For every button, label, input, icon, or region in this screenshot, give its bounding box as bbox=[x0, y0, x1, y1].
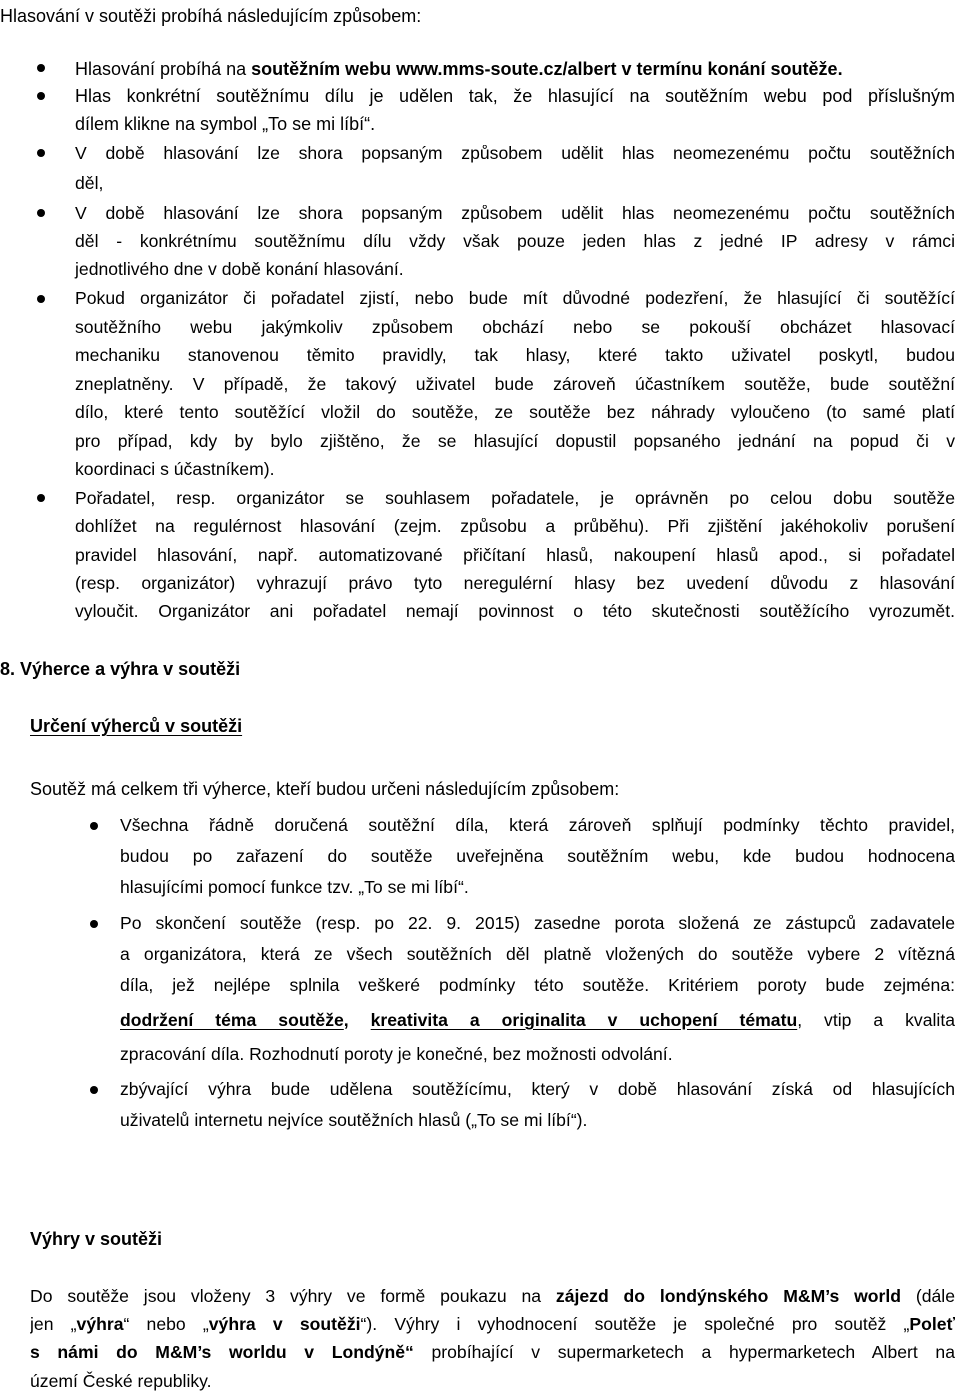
voting-rule-5-line-5: dílo, které tento soutěžící vložil do soutěže, ze soutěže bez náhrady vyloučeno (to samé platí bbox=[75, 404, 955, 422]
voting-rule-5-line-3: mechaniku stanovenou těmito pravidly, tak hlasy, které takto uživatel poskytl, budou bbox=[75, 347, 955, 365]
bullet-icon bbox=[37, 149, 45, 157]
prize-trip: zájezd do londýnského M&M’s world bbox=[555, 1288, 902, 1306]
winner-rule-2-line-2: a organizátora, která ze všech soutěžních děl platně vložených do soutěže vybere 2 vítězná bbox=[120, 946, 955, 964]
section-8-heading bbox=[0, 660, 240, 678]
voting-rule-6-line-1: Pořadatel, resp. organizátor se souhlasem pořadatele, je oprávněn po celou dobu soutěže bbox=[75, 490, 955, 508]
winner-rule-2-line-3: díla, jež nejlépe splnila veškeré podmínky této soutěže. Kritériem poroty bude zejména: bbox=[120, 977, 955, 995]
voting-rule-2-line-2: dílem klikne na symbol „To se mi líbí“. bbox=[75, 114, 376, 134]
prizes-text: jen „ bbox=[30, 1316, 77, 1334]
voting-rule-5-line-2: soutěžního webu jakýmkoliv způsobem obchází nebo se pokouší obcházet hlasovací bbox=[75, 319, 955, 337]
prizes-heading-text: Výhry v soutěži bbox=[30, 1229, 163, 1249]
prizes-text: (dále bbox=[901, 1288, 955, 1306]
bullet-icon bbox=[37, 209, 45, 217]
winner-rule-2-line-1: Po skončení soutěže (resp. po 22. 9. 2015) zasedne porota složená ze zástupců zadavatele bbox=[120, 915, 955, 933]
voting-rule-6-line-4: (resp. organizátor) vyhrazují právo tyto neregulérní hlasy bez uvedení důvodu z hlasování bbox=[75, 575, 955, 593]
prizes-text: Do soutěže jsou vloženy 3 výhry ve formě poukazu na bbox=[30, 1288, 556, 1306]
voting-rule-5-line-6: pro případ, kdy by bylo zjištěno, že se hlasující dopustil popsaného jednání na popud či v bbox=[75, 433, 955, 451]
winners-subheading bbox=[30, 717, 242, 735]
winner-rule-3-line-1: zbývající výhra bude udělena soutěžícímu, který v době hlasování získá od hlasujících bbox=[120, 1081, 955, 1099]
winner-rule-1-line-1: Všechna řádně doručená soutěžní díla, která zároveň splňují podmínky těchto pravidel, bbox=[120, 817, 955, 835]
prizes-line-1 bbox=[30, 1288, 955, 1310]
criterion-topic: dodržení téma soutěže bbox=[120, 1012, 344, 1030]
bullet-icon bbox=[37, 64, 45, 72]
voting-rule-4-line-1: V době hlasování lze shora popsaným způsobem udělit hlas neomezenému počtu soutěžních bbox=[75, 205, 955, 223]
voting-rule-4-line-2: děl - konkrétnímu soutěžnímu dílu vždy však pouze jeden hlas z jedné IP adresy v rámci bbox=[75, 233, 955, 251]
voting-rule-5-line-4: zneplatněny. V případě, že takový uživatel bude zároveň účastníkem soutěže, bude soutěžní bbox=[75, 376, 955, 394]
winner-rule-3-line-2: uživatelů internetu nejvíce soutěžních hlasů („To se mi líbí“). bbox=[120, 1110, 588, 1130]
bullet-icon bbox=[90, 1086, 98, 1094]
prizes-text: probíhající v supermarketech a hypermarketech Albert na bbox=[413, 1344, 955, 1362]
winner-rule-1-line-2: budou po zařazení do soutěže uveřejněna soutěžním webu, kde budou hodnocena bbox=[120, 848, 955, 866]
prizes-text: “ nebo „ bbox=[123, 1316, 209, 1334]
voting-rule-5-line-1: Pokud organizátor či pořadatel zjistí, nebo bude mít důvodné podezření, že hlasující či soutěžící bbox=[75, 290, 955, 308]
voting-rule-6-line-2: dohlížet na regulérnost hlasování (zejm. způsobu a průběhu). Při zjištění jakéhokoliv porušení bbox=[75, 518, 955, 536]
voting-rule-1 bbox=[75, 60, 843, 78]
voting-rule-3-line-2: děl, bbox=[75, 173, 104, 193]
voting-rule-3-line-1: V době hlasování lze shora popsaným způsobem udělit hlas neomezenému počtu soutěžních bbox=[75, 145, 955, 163]
prizes-text: “). Výhry i vyhodnocení soutěže je společné pro soutěž „ bbox=[360, 1316, 910, 1334]
bullet-icon bbox=[37, 295, 45, 303]
winners-intro: Soutěž má celkem tři výherce, kteří budou určeni následujícím způsobem: bbox=[30, 779, 620, 799]
competition-name: s námi do M&M’s worldu v Londýně“ bbox=[30, 1344, 414, 1362]
bullet-icon bbox=[37, 92, 45, 100]
winners-subheading-text: Určení výherců v soutěži bbox=[30, 716, 243, 736]
voting-rule-5-line-7: koordinaci s účastníkem). bbox=[75, 459, 275, 479]
section-8-heading-text: 8. Výherce a výhra v soutěži bbox=[0, 659, 241, 679]
criterion-separator: , bbox=[343, 1012, 371, 1030]
prizes-line-3 bbox=[30, 1344, 955, 1366]
prizes-line-4: území České republiky. bbox=[30, 1371, 212, 1391]
prize-term: výhra bbox=[76, 1316, 124, 1334]
voting-rule-6-line-3: pravidel hlasování, např. automatizované přičítaní hlasů, nakoupení hlasů apod., si pořadatel bbox=[75, 547, 955, 565]
voting-rule-4-line-3: jednotlivého dne v době konání hlasování. bbox=[75, 259, 404, 279]
winner-rule-2-line-4 bbox=[120, 1012, 955, 1034]
voting-rule-2-line-1: Hlas konkrétní soutěžnímu dílu je udělen tak, že hlasující na soutěžním webu pod příslušným bbox=[75, 87, 955, 106]
winner-rule-2-line-5: zpracování díla. Rozhodnutí poroty je konečné, bez možnosti odvolání. bbox=[120, 1044, 673, 1064]
bullet-icon bbox=[90, 920, 98, 928]
bullet-icon bbox=[37, 494, 45, 502]
prize-term: výhra v soutěži bbox=[208, 1316, 361, 1334]
prizes-line-2 bbox=[30, 1316, 955, 1338]
winner-rule-1-line-3: hlasujícími pomocí funkce tzv. „To se mi líbí“. bbox=[120, 877, 469, 897]
criterion-rest: , vtip a kvalita bbox=[797, 1012, 955, 1030]
bullet-icon bbox=[90, 822, 98, 830]
voting-rule-6-line-5: vyloučit. Organizátor ani pořadatel nemají povinnost o této skutečnosti soutěžícího vyrozumět. bbox=[75, 603, 955, 621]
rule-1-text: Hlasování probíhá na bbox=[75, 59, 252, 79]
criterion-creativity: kreativita a originalita v uchopení tématu bbox=[370, 1012, 798, 1030]
competition-name: Poleť bbox=[909, 1316, 955, 1334]
prizes-heading bbox=[30, 1230, 162, 1248]
voting-intro: Hlasování v soutěži probíhá následujícím způsobem: bbox=[0, 6, 422, 26]
rule-1-bold: soutěžním webu www.mms-soute.cz/albert v termínu konání soutěže. bbox=[251, 59, 843, 79]
